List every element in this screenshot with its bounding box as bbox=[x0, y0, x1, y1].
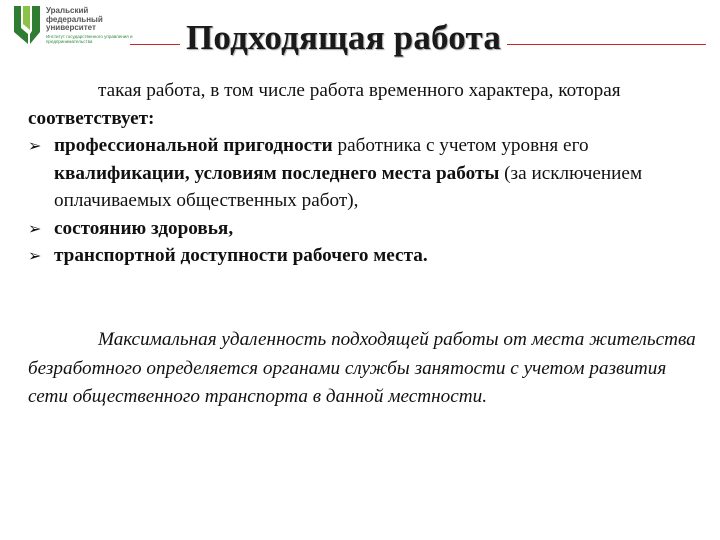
intro-paragraph bbox=[28, 77, 698, 132]
criterion-text: (за исключением оплачиваемых общественных работ), bbox=[54, 162, 643, 211]
note-block bbox=[28, 326, 698, 412]
university-logo bbox=[14, 6, 174, 48]
arrow-bullet-icon: ➢ bbox=[28, 218, 42, 238]
criterion-bold: профессиональной пригодности bbox=[54, 135, 333, 156]
criterion-bold: квалификации, условиям последнего места работы bbox=[54, 162, 500, 184]
logo-line-3: университет bbox=[46, 23, 96, 32]
criterion-bold: транспортной доступности рабочего места. bbox=[54, 245, 428, 266]
note-paragraph: Максимальная удаленность подходящей работы от места жительства безработного определяется органами службы занятости с учетом развития сети общественного транспорта в данной местности. bbox=[28, 329, 696, 407]
logo-line-1: Уральский bbox=[46, 6, 89, 15]
intro-text: такая работа, в том числе работа временного характера, которая bbox=[98, 80, 621, 101]
criterion-bold: состоянию здоровья, bbox=[54, 217, 234, 239]
list-item bbox=[28, 242, 698, 270]
criterion-text: работника с учетом уровня его bbox=[332, 135, 589, 156]
list-item bbox=[28, 132, 698, 215]
criteria-list bbox=[28, 132, 698, 270]
urfu-logo-icon bbox=[14, 6, 42, 46]
logo-text bbox=[46, 7, 103, 33]
logo-line-2: федеральный bbox=[46, 14, 103, 24]
page-title: Подходящая работа bbox=[180, 18, 507, 58]
intro-bold: соответствует: bbox=[28, 107, 155, 129]
arrow-bullet-icon: ➢ bbox=[28, 136, 42, 155]
definition-block bbox=[28, 77, 698, 270]
logo-subtitle: Институт государственного управления и предпринимательства bbox=[46, 34, 133, 44]
list-item bbox=[28, 215, 698, 243]
arrow-bullet-icon: ➢ bbox=[28, 246, 42, 265]
